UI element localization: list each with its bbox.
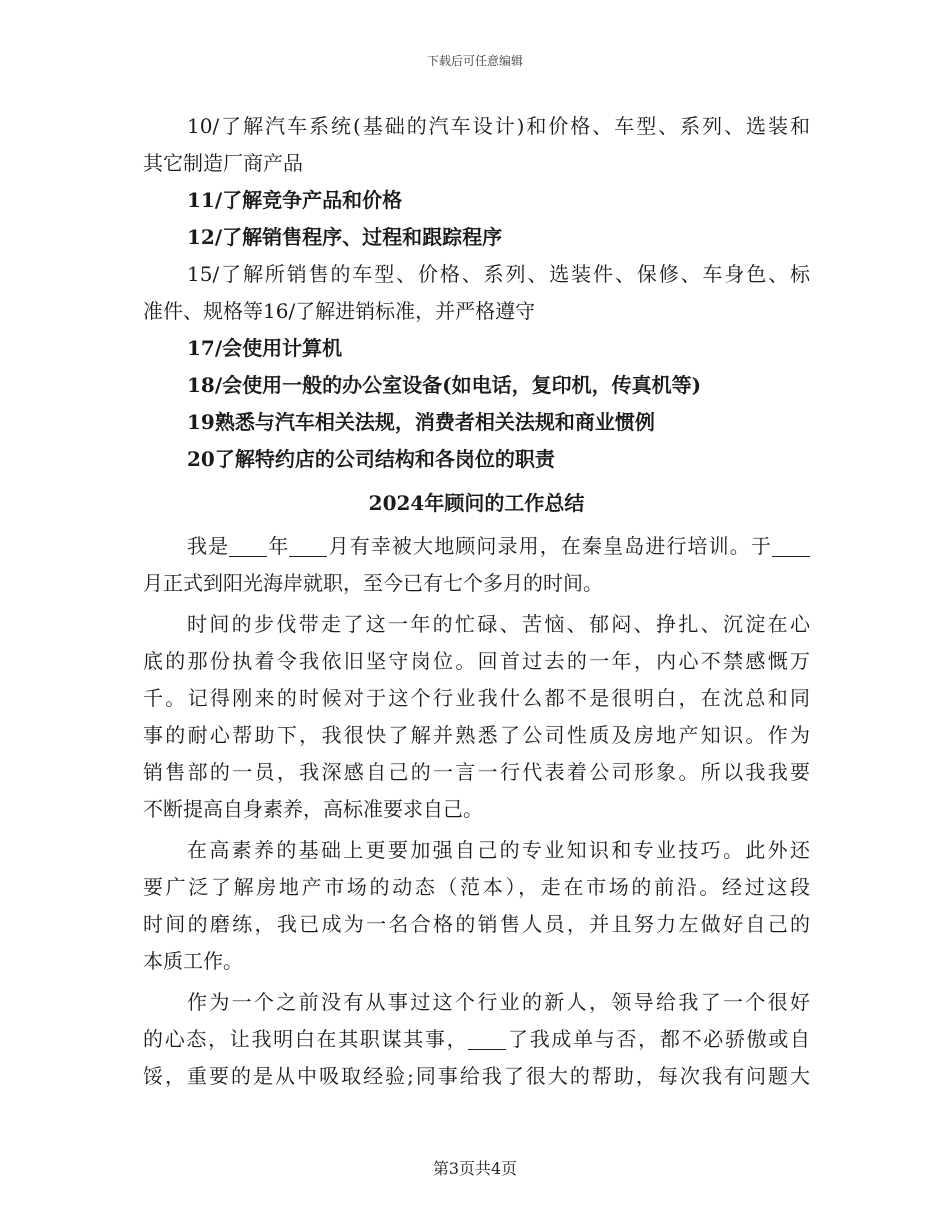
blank-field — [468, 1027, 506, 1050]
paragraph-3-line-4: 本质工作。 — [143, 949, 243, 973]
paragraph-2-line-1: 时间的步伐带走了这一年的忙碌、苦恼、郁闷、挣扎、沉淀在心 — [187, 612, 810, 636]
p1-text-c: 月有幸被大地顾问录用，在秦皇岛进行培训。于 — [327, 534, 773, 558]
paragraph-2-line-2: 底的那份执着令我依旧坚守岗位。回首过去的一年，内心不禁感慨万 — [143, 649, 810, 673]
paragraph-1-line-1 — [143, 528, 810, 565]
paragraph-4-line-1: 作为一个之前没有从事过这个行业的新人，领导给我了一个很好 — [187, 990, 810, 1014]
item-12: 12/了解销售程序、过程和跟踪程序 — [187, 225, 503, 249]
p1-text-b: 年 — [267, 534, 290, 558]
p4-text-a: 的心态，让我明白在其职谋其事， — [143, 1027, 469, 1051]
item-10-line-1: 10/了解汽车系统(基础的汽车设计)和价格、车型、系列、选装和 — [187, 114, 810, 138]
section-title: 2024年顾问的工作总结 — [368, 491, 585, 515]
item-19: 19熟悉与汽车相关法规，消费者相关法规和商业惯例 — [187, 410, 655, 434]
item-11: 11/了解竞争产品和价格 — [187, 188, 403, 212]
paragraph-1-line-2: 月正式到阳光海岸就职，至今已有七个多月的时间。 — [143, 571, 603, 595]
item-10-line-2: 其它制造厂商产品 — [143, 151, 303, 175]
item-15-line-1: 15/了解所销售的车型、价格、系列、选装件、保修、车身色、标 — [187, 262, 810, 286]
page-header: 下载后可任意编辑 — [426, 54, 523, 68]
paragraph-3-line-3: 时间的磨练，我已成为一名合格的销售人员，并且努力左做好自己的 — [143, 912, 810, 936]
blank-field — [772, 534, 810, 557]
paragraph-3-line-1: 在高素养的基础上更要加强自己的专业知识和专业技巧。此外还 — [187, 838, 810, 862]
paragraph-2-line-6: 不断提高自身素养，高标准要求自己。 — [143, 797, 483, 821]
document-body — [143, 108, 810, 1095]
paragraph-2-line-3: 千。记得刚来的时候对于这个行业我什么都不是很明白，在沈总和同 — [143, 686, 810, 710]
p4-text-b: 了我成单与否，都不必骄傲或自 — [506, 1027, 811, 1051]
paragraph-4-line-2 — [143, 1021, 810, 1058]
page-number: 第3页共4页 — [432, 1159, 518, 1178]
paragraph-2-line-4: 事的耐心帮助下，我很快了解并熟悉了公司性质及房地产知识。作为 — [143, 723, 810, 747]
p1-text-a: 我是 — [187, 534, 230, 558]
paragraph-3-line-2: 要广泛了解房地产市场的动态（范本），走在市场的前沿。经过这段 — [143, 875, 810, 899]
blank-field — [229, 534, 267, 557]
item-15-line-2: 准件、规格等16/了解进销标准，并严格遵守 — [143, 299, 536, 323]
paragraph-2-line-5: 销售部的一员，我深感自己的一言一行代表着公司形象。所以我我要 — [143, 760, 810, 784]
item-20: 20了解特约店的公司结构和各岗位的职责 — [187, 447, 555, 471]
paragraph-4-line-3: 馁，重要的是从中吸取经验;同事给我了很大的帮助，每次我有问题大 — [143, 1064, 810, 1088]
item-18: 18/会使用一般的办公室设备(如电话，复印机，传真机等) — [187, 373, 702, 397]
blank-field — [289, 534, 327, 557]
item-17: 17/会使用计算机 — [187, 336, 343, 360]
